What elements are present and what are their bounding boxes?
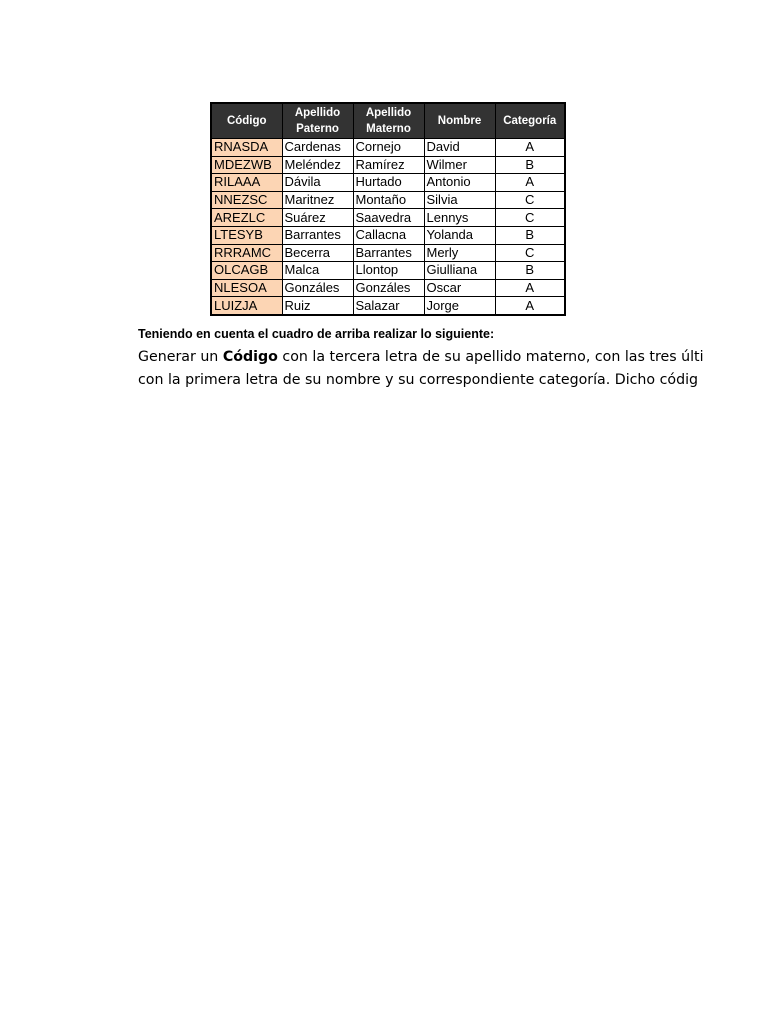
cell-apellido-materno: Salazar (353, 297, 424, 315)
cell-codigo: LUIZJA (211, 297, 282, 315)
cell-codigo: LTESYB (211, 226, 282, 244)
cell-nombre: Giulliana (424, 262, 495, 280)
table-row (211, 226, 565, 244)
table-row (211, 209, 565, 227)
cell-apellido-materno: Gonzáles (353, 279, 424, 297)
cell-categoria: A (495, 139, 565, 157)
header-apellido-materno (353, 103, 424, 139)
table-row (211, 244, 565, 262)
cell-apellido-paterno: Barrantes (282, 226, 353, 244)
cell-apellido-materno: Montaño (353, 191, 424, 209)
cell-categoria: A (495, 297, 565, 315)
cell-codigo: RNASDA (211, 139, 282, 157)
cell-codigo: OLCAGB (211, 262, 282, 280)
instruction-line-1 (138, 346, 704, 369)
cell-codigo: RRRAMC (211, 244, 282, 262)
cell-apellido-paterno: Cardenas (282, 139, 353, 157)
instruction-line-1-end: con la tercera letra de su apellido materno, con las tres últi (277, 349, 704, 365)
cell-apellido-paterno: Ruiz (282, 297, 353, 315)
cell-categoria: B (495, 226, 565, 244)
cell-apellido-paterno: Becerra (282, 244, 353, 262)
header-apellido-materno-line1: Apellido (365, 107, 412, 119)
cell-nombre: Oscar (424, 279, 495, 297)
table-row (211, 262, 565, 280)
cell-nombre: Wilmer (424, 156, 495, 174)
cell-codigo: NNEZSC (211, 191, 282, 209)
cell-nombre: Yolanda (424, 226, 495, 244)
cell-categoria: B (495, 262, 565, 280)
cell-nombre: Silvia (424, 191, 495, 209)
cell-nombre: Jorge (424, 297, 495, 315)
cell-apellido-materno: Saavedra (353, 209, 424, 227)
cell-categoria: C (495, 209, 565, 227)
header-apellido-paterno-line2: Paterno (296, 123, 339, 135)
header-apellido-paterno (282, 103, 353, 139)
header-apellido-materno-line2: Materno (366, 123, 411, 135)
cell-categoria: A (495, 279, 565, 297)
cell-apellido-materno: Callacna (353, 226, 424, 244)
instruction-line-1-start: Generar un (138, 349, 223, 365)
cell-nombre: Lennys (424, 209, 495, 227)
cell-apellido-materno: Ramírez (353, 156, 424, 174)
cell-categoria: B (495, 156, 565, 174)
header-categoria: Categoría (495, 103, 565, 139)
cell-apellido-paterno: Meléndez (282, 156, 353, 174)
cell-apellido-materno: Cornejo (353, 139, 424, 157)
table-row (211, 297, 565, 315)
instruction-bold-term: Código (222, 349, 278, 365)
cell-apellido-paterno: Maritnez (282, 191, 353, 209)
cell-nombre: Merly (424, 244, 495, 262)
cell-apellido-materno: Barrantes (353, 244, 424, 262)
data-table (210, 102, 566, 316)
cell-categoria: A (495, 174, 565, 192)
table-row (211, 139, 565, 157)
cell-categoria: C (495, 244, 565, 262)
cell-categoria: C (495, 191, 565, 209)
table-header-row (211, 103, 565, 139)
table-row (211, 156, 565, 174)
cell-nombre: Antonio (424, 174, 495, 192)
cell-apellido-paterno: Gonzáles (282, 279, 353, 297)
cell-apellido-paterno: Dávila (282, 174, 353, 192)
instruction-paragraph (138, 346, 704, 392)
table-row (211, 174, 565, 192)
instruction-line-2: con la primera letra de su nombre y su correspondiente categoría. Dicho códig (138, 372, 699, 388)
cell-apellido-paterno: Suárez (282, 209, 353, 227)
cell-nombre: David (424, 139, 495, 157)
instruction-heading: Teniendo en cuenta el cuadro de arriba realizar lo siguiente: (138, 327, 495, 341)
table-row (211, 191, 565, 209)
cell-codigo: RILAAA (211, 174, 282, 192)
cell-apellido-paterno: Malca (282, 262, 353, 280)
cell-apellido-materno: Llontop (353, 262, 424, 280)
cell-apellido-materno: Hurtado (353, 174, 424, 192)
cell-codigo: NLESOA (211, 279, 282, 297)
cell-codigo: AREZLC (211, 209, 282, 227)
cell-codigo: MDEZWB (211, 156, 282, 174)
header-codigo: Código (211, 103, 282, 139)
header-nombre: Nombre (424, 103, 495, 139)
header-apellido-paterno-line1: Apellido (294, 107, 341, 119)
table-row (211, 279, 565, 297)
